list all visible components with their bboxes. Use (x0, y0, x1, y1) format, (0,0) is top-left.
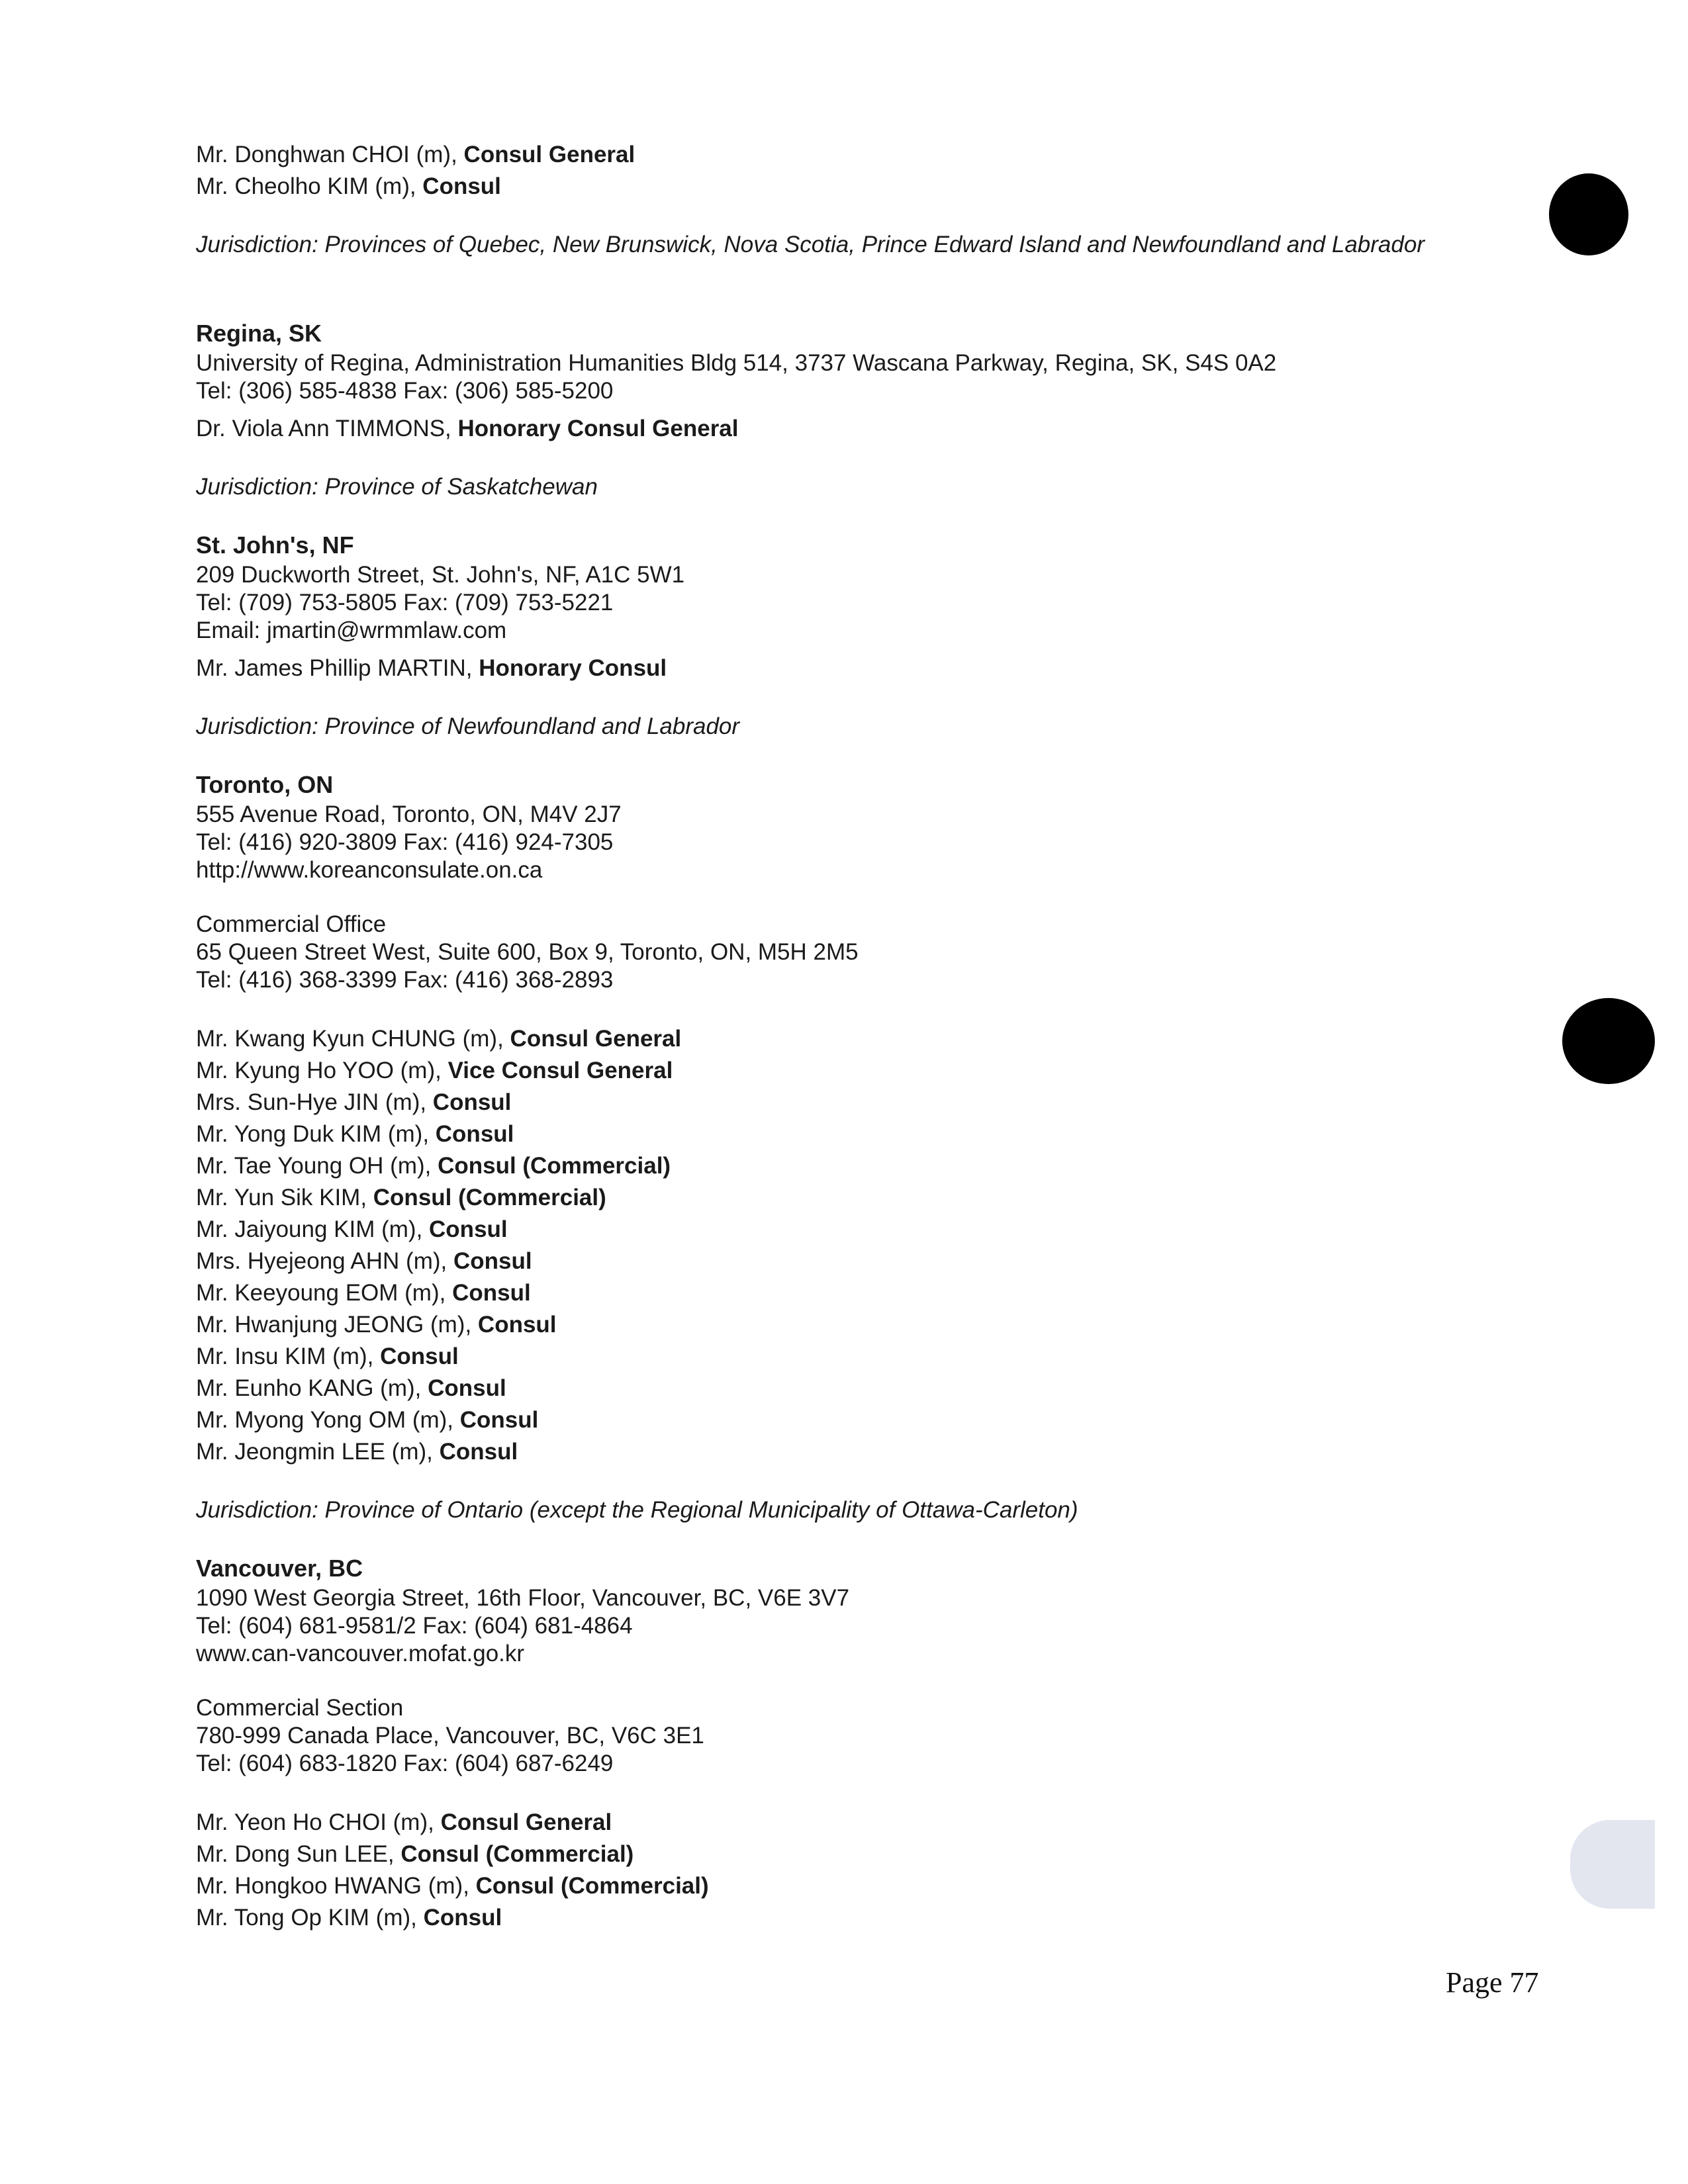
phone-fax: Tel: (604) 681-9581/2 Fax: (604) 681-4864 (196, 1613, 633, 1639)
page-tab-mark (1570, 1820, 1655, 1909)
jurisdiction-montreal: Jurisdiction: Provinces of Quebec, New Brunswick, Nova Scotia, Prince Edward Island and Newfoundland and Labrador (196, 232, 1425, 257)
hole-punch-mark (1562, 998, 1655, 1084)
jurisdiction-regina: Jurisdiction: Province of Saskatchewan (196, 474, 598, 500)
section-heading-stjohns: St. John's, NF (196, 531, 354, 559)
page-number: Page 77 (1446, 1966, 1539, 1999)
office-address: 65 Queen Street West, Suite 600, Box 9, Toronto, ON, M5H 2M5 (196, 939, 859, 965)
office-phone-fax: Tel: (416) 368-3399 Fax: (416) 368-2893 (196, 967, 614, 993)
website-link: www.can-vancouver.mofat.go.kr (196, 1641, 525, 1666)
page-content (196, 139, 1520, 1934)
staff-line: Mr. Jaiyoung KIM (m), Consul (196, 1216, 508, 1242)
office-address: 780-999 Canada Place, Vancouver, BC, V6C 3E1 (196, 1723, 704, 1749)
staff-line: Mrs. Hyejeong AHN (m), Consul (196, 1248, 532, 1274)
staff-line: Mr. Eunho KANG (m), Consul (196, 1375, 506, 1401)
section-heading-vancouver: Vancouver, BC (196, 1555, 363, 1582)
phone-fax: Tel: (709) 753-5805 Fax: (709) 753-5221 (196, 590, 614, 615)
staff-line: Mr. Hongkoo HWANG (m), Consul (Commercial) (196, 1873, 709, 1899)
phone-fax: Tel: (416) 920-3809 Fax: (416) 924-7305 (196, 829, 614, 855)
address: 209 Duckworth Street, St. John's, NF, A1C 5W1 (196, 562, 685, 588)
staff-line: Mr. Tae Young OH (m), Consul (Commercial) (196, 1153, 671, 1179)
jurisdiction-toronto: Jurisdiction: Province of Ontario (except the Regional Municipality of Ottawa-Carleton) (196, 1497, 1078, 1523)
office-title: Commercial Section (196, 1695, 404, 1721)
hole-punch-mark (1549, 173, 1628, 255)
staff-line: Mr. Yong Duk KIM (m), Consul (196, 1121, 514, 1147)
staff-line: Mr. Jeongmin LEE (m), Consul (196, 1439, 518, 1465)
staff-line: Mr. Donghwan CHOI (m), Consul General (196, 142, 635, 167)
address: 555 Avenue Road, Toronto, ON, M4V 2J7 (196, 801, 622, 827)
address: University of Regina, Administration Humanities Bldg 514, 3737 Wascana Parkway, Regina, SK, S4S 0A2 (196, 350, 1277, 376)
phone-fax: Tel: (306) 585-4838 Fax: (306) 585-5200 (196, 378, 614, 404)
staff-line: Mr. Yeon Ho CHOI (m), Consul General (196, 1809, 612, 1835)
staff-line: Mr. Tong Op KIM (m), Consul (196, 1905, 502, 1931)
staff-line: Mr. Hwanjung JEONG (m), Consul (196, 1312, 557, 1338)
address: 1090 West Georgia Street, 16th Floor, Vancouver, BC, V6E 3V7 (196, 1585, 850, 1611)
staff-line: Mr. Kyung Ho YOO (m), Vice Consul General (196, 1058, 673, 1083)
staff-line: Mr. Keeyoung EOM (m), Consul (196, 1280, 531, 1306)
staff-line: Mr. Myong Yong OM (m), Consul (196, 1407, 539, 1433)
staff-line: Mr. Kwang Kyun CHUNG (m), Consul General (196, 1026, 682, 1052)
section-heading-regina: Regina, SK (196, 320, 322, 347)
staff-line: Mrs. Sun-Hye JIN (m), Consul (196, 1089, 512, 1115)
jurisdiction-stjohns: Jurisdiction: Province of Newfoundland and Labrador (196, 713, 740, 739)
office-title: Commercial Office (196, 911, 387, 937)
staff-line: Mr. Insu KIM (m), Consul (196, 1343, 459, 1369)
email: Email: jmartin@wrmmlaw.com (196, 617, 507, 643)
staff-line: Mr. Cheolho KIM (m), Consul (196, 173, 501, 199)
website-link: http://www.koreanconsulate.on.ca (196, 857, 543, 883)
office-phone-fax: Tel: (604) 683-1820 Fax: (604) 687-6249 (196, 1751, 614, 1776)
staff-line: Dr. Viola Ann TIMMONS, Honorary Consul General (196, 416, 739, 441)
staff-line: Mr. Yun Sik KIM, Consul (Commercial) (196, 1185, 606, 1210)
section-heading-toronto: Toronto, ON (196, 771, 334, 798)
staff-line: Mr. James Phillip MARTIN, Honorary Consul (196, 655, 667, 681)
staff-line: Mr. Dong Sun LEE, Consul (Commercial) (196, 1841, 634, 1867)
